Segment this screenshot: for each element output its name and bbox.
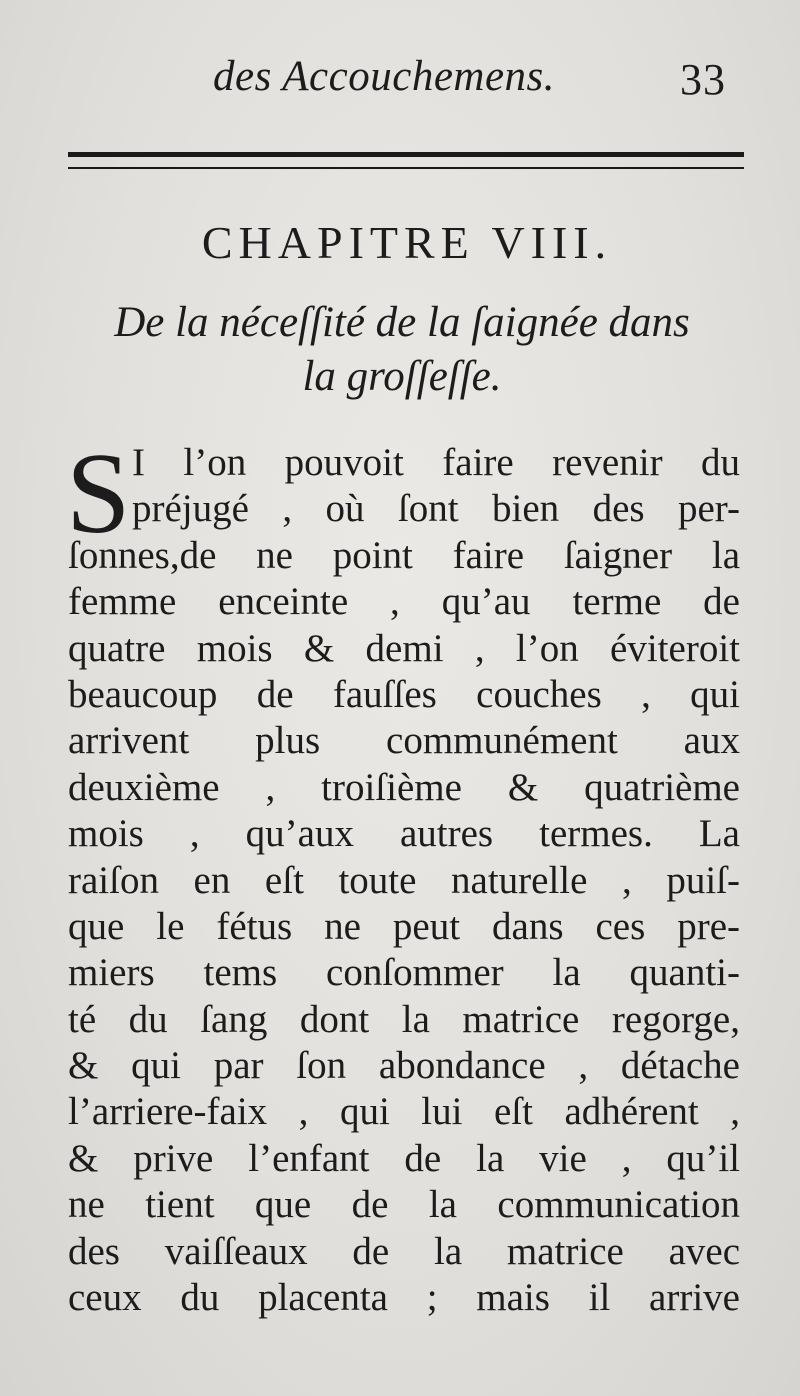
text-line: & prive l’enfant de la vie , qu’il [68,1136,740,1180]
body-text [66,430,740,1321]
chapter-subtitle [60,296,744,404]
text-line: quatre mois & demi , l’on éviteroit [68,626,740,670]
text-line: beaucoup de fauſſes couches , qui [68,672,740,716]
text-line: arrivent plus communément aux [68,719,740,763]
text-line: ceux du placenta ; mais il arrive [68,1276,740,1320]
chapter-subtitle-line: De la néceſſité de la ſaignée dans [114,299,690,346]
text-line: des vaiſſeaux de la matrice avec [68,1229,740,1273]
running-title: des Accouchemens. [213,53,556,100]
header-rule-thick [68,152,744,157]
text-line: l’arriere-faix , qui lui eſt adhérent , [68,1090,740,1134]
text-line: ſonnes,de ne point faire ſaigner la [68,533,740,577]
text-line: té du ſang dont la matrice regorge, [68,997,740,1041]
text-line: que le fétus ne peut dans ces pre- [68,904,740,948]
text-line: femme enceinte , qu’au terme de [68,580,740,624]
header-rule-thin [68,167,744,169]
text-line: I l’on pouvoit faire revenir du [132,441,740,484]
text-line: deuxième , troiſième & quatrième [68,765,740,809]
chapter-title: CHAPITRE VIII. [201,217,613,268]
text-line: & qui par ſon abondance , détache [68,1044,740,1088]
text-line: mois , qu’aux autres termes. La [68,812,740,856]
text-line: préjugé , où ſont bien des per- [132,487,740,531]
chapter-subtitle-line: la groſſeſſe. [302,353,502,400]
drop-cap: S [66,430,131,558]
text-line: raiſon en eſt toute naturelle , puiſ- [68,858,740,902]
page-number: 33 [680,55,726,104]
text-line: miers tems conſommer la quanti- [68,951,740,995]
running-head [0,52,800,112]
text-line: ne tient que de la communication [68,1183,740,1227]
